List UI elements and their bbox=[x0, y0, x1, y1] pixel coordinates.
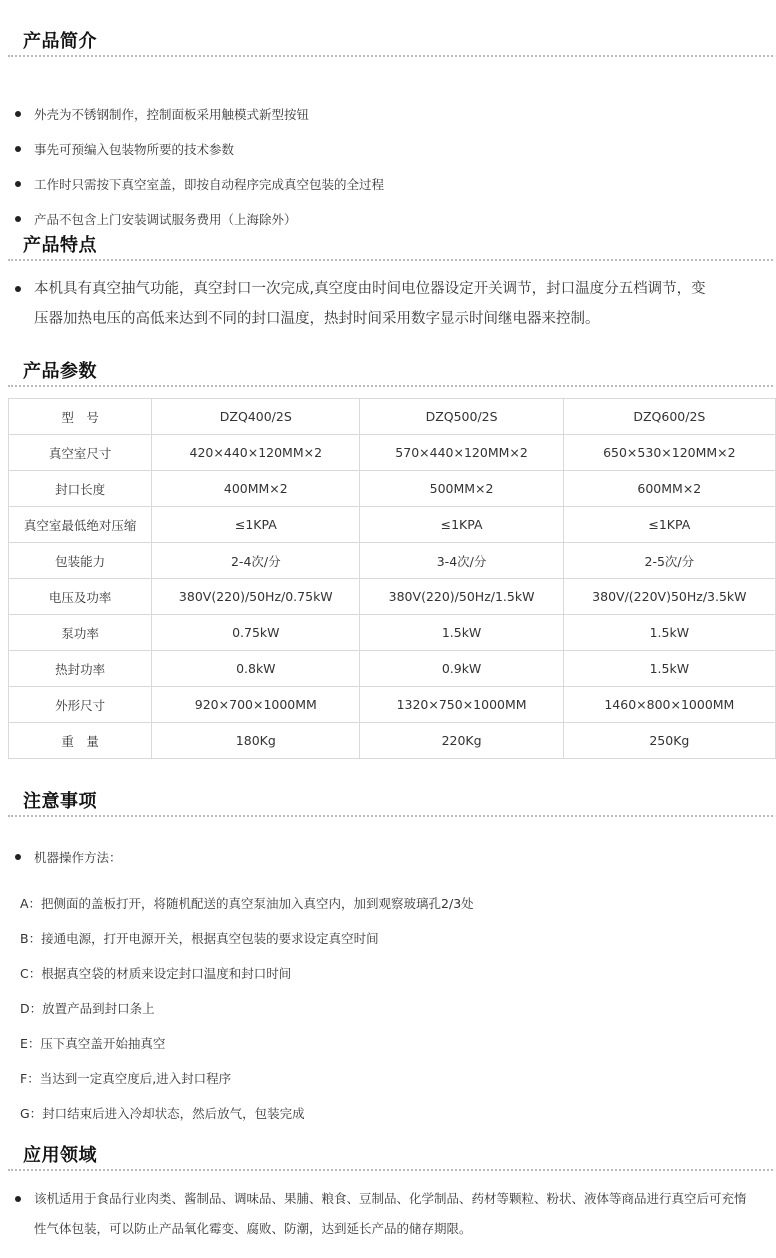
table-row-label: 热封功率 bbox=[9, 651, 152, 687]
table-cell: 1.5kW bbox=[563, 615, 775, 651]
features-title: 产品特点 bbox=[23, 235, 97, 256]
list-item bbox=[0, 840, 776, 875]
features-header bbox=[0, 231, 776, 261]
table-cell: ≤1KPA bbox=[360, 507, 563, 543]
table-row bbox=[9, 687, 776, 723]
bullet-icon bbox=[15, 111, 21, 117]
table-cell: 400MM×2 bbox=[152, 471, 360, 507]
bullet-icon bbox=[15, 286, 21, 292]
bullet-icon bbox=[15, 854, 21, 860]
params-header bbox=[0, 357, 776, 387]
table-cell: 380V/(220V)50Hz/3.5kW bbox=[563, 579, 775, 615]
table-row bbox=[9, 615, 776, 651]
table-cell: 2-5次/分 bbox=[563, 543, 775, 579]
application-title: 应用领域 bbox=[23, 1145, 97, 1166]
table-cell: 2-4次/分 bbox=[152, 543, 360, 579]
notes-title: 注意事项 bbox=[23, 791, 97, 812]
params-title: 产品参数 bbox=[23, 361, 97, 382]
table-cell: 1.5kW bbox=[360, 615, 563, 651]
features-line-2: 压器加热电压的高低来达到不同的封口温度，热封时间采用数字显示时间继电器来控制。 bbox=[34, 311, 600, 327]
notes-bullet-text: 机器操作方法： bbox=[34, 850, 122, 865]
bullet-icon bbox=[15, 1196, 21, 1202]
bullet-icon bbox=[15, 181, 21, 187]
table-row bbox=[9, 435, 776, 471]
table-cell: 0.9kW bbox=[360, 651, 563, 687]
features-paragraph bbox=[0, 274, 776, 334]
table-row bbox=[9, 471, 776, 507]
intro-header bbox=[0, 27, 776, 57]
table-row-label: 真空室最低绝对压缩 bbox=[9, 507, 152, 543]
table-row-label: 重 量 bbox=[9, 723, 152, 759]
table-cell: 920×700×1000MM bbox=[152, 687, 360, 723]
params-table bbox=[8, 398, 776, 759]
table-row bbox=[9, 543, 776, 579]
features-section bbox=[0, 231, 776, 334]
table-cell: 1.5kW bbox=[563, 651, 775, 687]
application-section bbox=[0, 1141, 776, 1244]
table-cell: 1320×750×1000MM bbox=[360, 687, 563, 723]
application-paragraph bbox=[0, 1184, 776, 1244]
table-row-label: 真空室尺寸 bbox=[9, 435, 152, 471]
list-item-text: 事先可预编入包装物所要的技术参数 bbox=[34, 142, 235, 157]
notes-bullet-list bbox=[0, 840, 776, 875]
table-cell: 420×440×120MM×2 bbox=[152, 435, 360, 471]
notes-header bbox=[0, 787, 776, 817]
application-header bbox=[0, 1141, 776, 1171]
table-cell: 180Kg bbox=[152, 723, 360, 759]
bullet-icon bbox=[15, 216, 21, 222]
table-cell: 380V(220)/50Hz/0.75kW bbox=[152, 579, 360, 615]
section-divider bbox=[8, 385, 773, 387]
list-item bbox=[0, 132, 776, 167]
table-cell: 0.75kW bbox=[152, 615, 360, 651]
table-cell: 3-4次/分 bbox=[360, 543, 563, 579]
table-cell: 570×440×120MM×2 bbox=[360, 435, 563, 471]
table-cell: 250Kg bbox=[563, 723, 775, 759]
params-table-body bbox=[9, 399, 776, 759]
list-item bbox=[0, 97, 776, 132]
table-row-label: 型 号 bbox=[9, 399, 152, 435]
table-header-row bbox=[9, 399, 776, 435]
table-cell: 600MM×2 bbox=[563, 471, 775, 507]
intro-list bbox=[0, 97, 776, 237]
table-cell: ≤1KPA bbox=[563, 507, 775, 543]
section-divider bbox=[8, 815, 773, 817]
table-row-label: 电压及功率 bbox=[9, 579, 152, 615]
section-divider bbox=[8, 55, 773, 57]
step-item: G：封口结束后进入冷却状态，然后放气，包装完成 bbox=[20, 1106, 305, 1121]
section-divider bbox=[8, 259, 773, 261]
table-cell: DZQ400/2S bbox=[152, 399, 360, 435]
intro-title: 产品简介 bbox=[23, 31, 97, 52]
operation-steps bbox=[0, 886, 776, 1131]
table-row-label: 泵功率 bbox=[9, 615, 152, 651]
list-item-text: 产品不包含上门安装调试服务费用（上海除外） bbox=[34, 212, 297, 227]
list-item bbox=[0, 167, 776, 202]
table-cell: 0.8kW bbox=[152, 651, 360, 687]
table-row bbox=[9, 579, 776, 615]
application-line-2: 性气体包装，可以防止产品氧化霉变、腐败、防潮，达到延长产品的储存期限。 bbox=[34, 1221, 472, 1236]
table-row-label: 包装能力 bbox=[9, 543, 152, 579]
table-row bbox=[9, 651, 776, 687]
params-section bbox=[0, 357, 776, 387]
notes-section bbox=[0, 787, 776, 1131]
step-item: C：根据真空袋的材质来设定封口温度和封口时间 bbox=[20, 966, 292, 981]
table-cell: 1460×800×1000MM bbox=[563, 687, 775, 723]
bullet-icon bbox=[15, 146, 21, 152]
step-item: D：放置产品到封口条上 bbox=[20, 1001, 155, 1016]
table-row-label: 外形尺寸 bbox=[9, 687, 152, 723]
list-item-text: 工作时只需按下真空室盖，即按自动程序完成真空包装的全过程 bbox=[34, 177, 385, 192]
table-cell: ≤1KPA bbox=[152, 507, 360, 543]
step-item: B：接通电源，打开电源开关，根据真空包装的要求设定真空时间 bbox=[20, 931, 379, 946]
step-item: A：把侧面的盖板打开，将随机配送的真空泵油加入真空内，加到观察玻璃孔2/3处 bbox=[20, 896, 474, 911]
table-cell: 380V(220)/50Hz/1.5kW bbox=[360, 579, 563, 615]
table-cell: 500MM×2 bbox=[360, 471, 563, 507]
table-cell: 650×530×120MM×2 bbox=[563, 435, 775, 471]
table-row bbox=[9, 723, 776, 759]
section-divider bbox=[8, 1169, 773, 1171]
table-row bbox=[9, 507, 776, 543]
intro-section bbox=[0, 27, 776, 237]
application-line-1: 该机适用于食品行业肉类、酱制品、调味品、果脯、粮食、豆制品、化学制品、药材等颗粒、粉状、液体等商品进行真空后可充惰 bbox=[34, 1191, 747, 1206]
features-line-1: 本机具有真空抽气功能，真空封口一次完成,真空度由时间电位器设定开关调节，封口温度分五档调节，变 bbox=[34, 281, 706, 297]
table-cell: 220Kg bbox=[360, 723, 563, 759]
table-cell: DZQ600/2S bbox=[563, 399, 775, 435]
list-item-text: 外壳为不锈钢制作，控制面板采用触模式新型按钮 bbox=[34, 107, 310, 122]
step-item: E：压下真空盖开始抽真空 bbox=[20, 1036, 166, 1051]
table-cell: DZQ500/2S bbox=[360, 399, 563, 435]
table-row-label: 封口长度 bbox=[9, 471, 152, 507]
step-item: F：当达到一定真空度后,进入封口程序 bbox=[20, 1071, 232, 1086]
